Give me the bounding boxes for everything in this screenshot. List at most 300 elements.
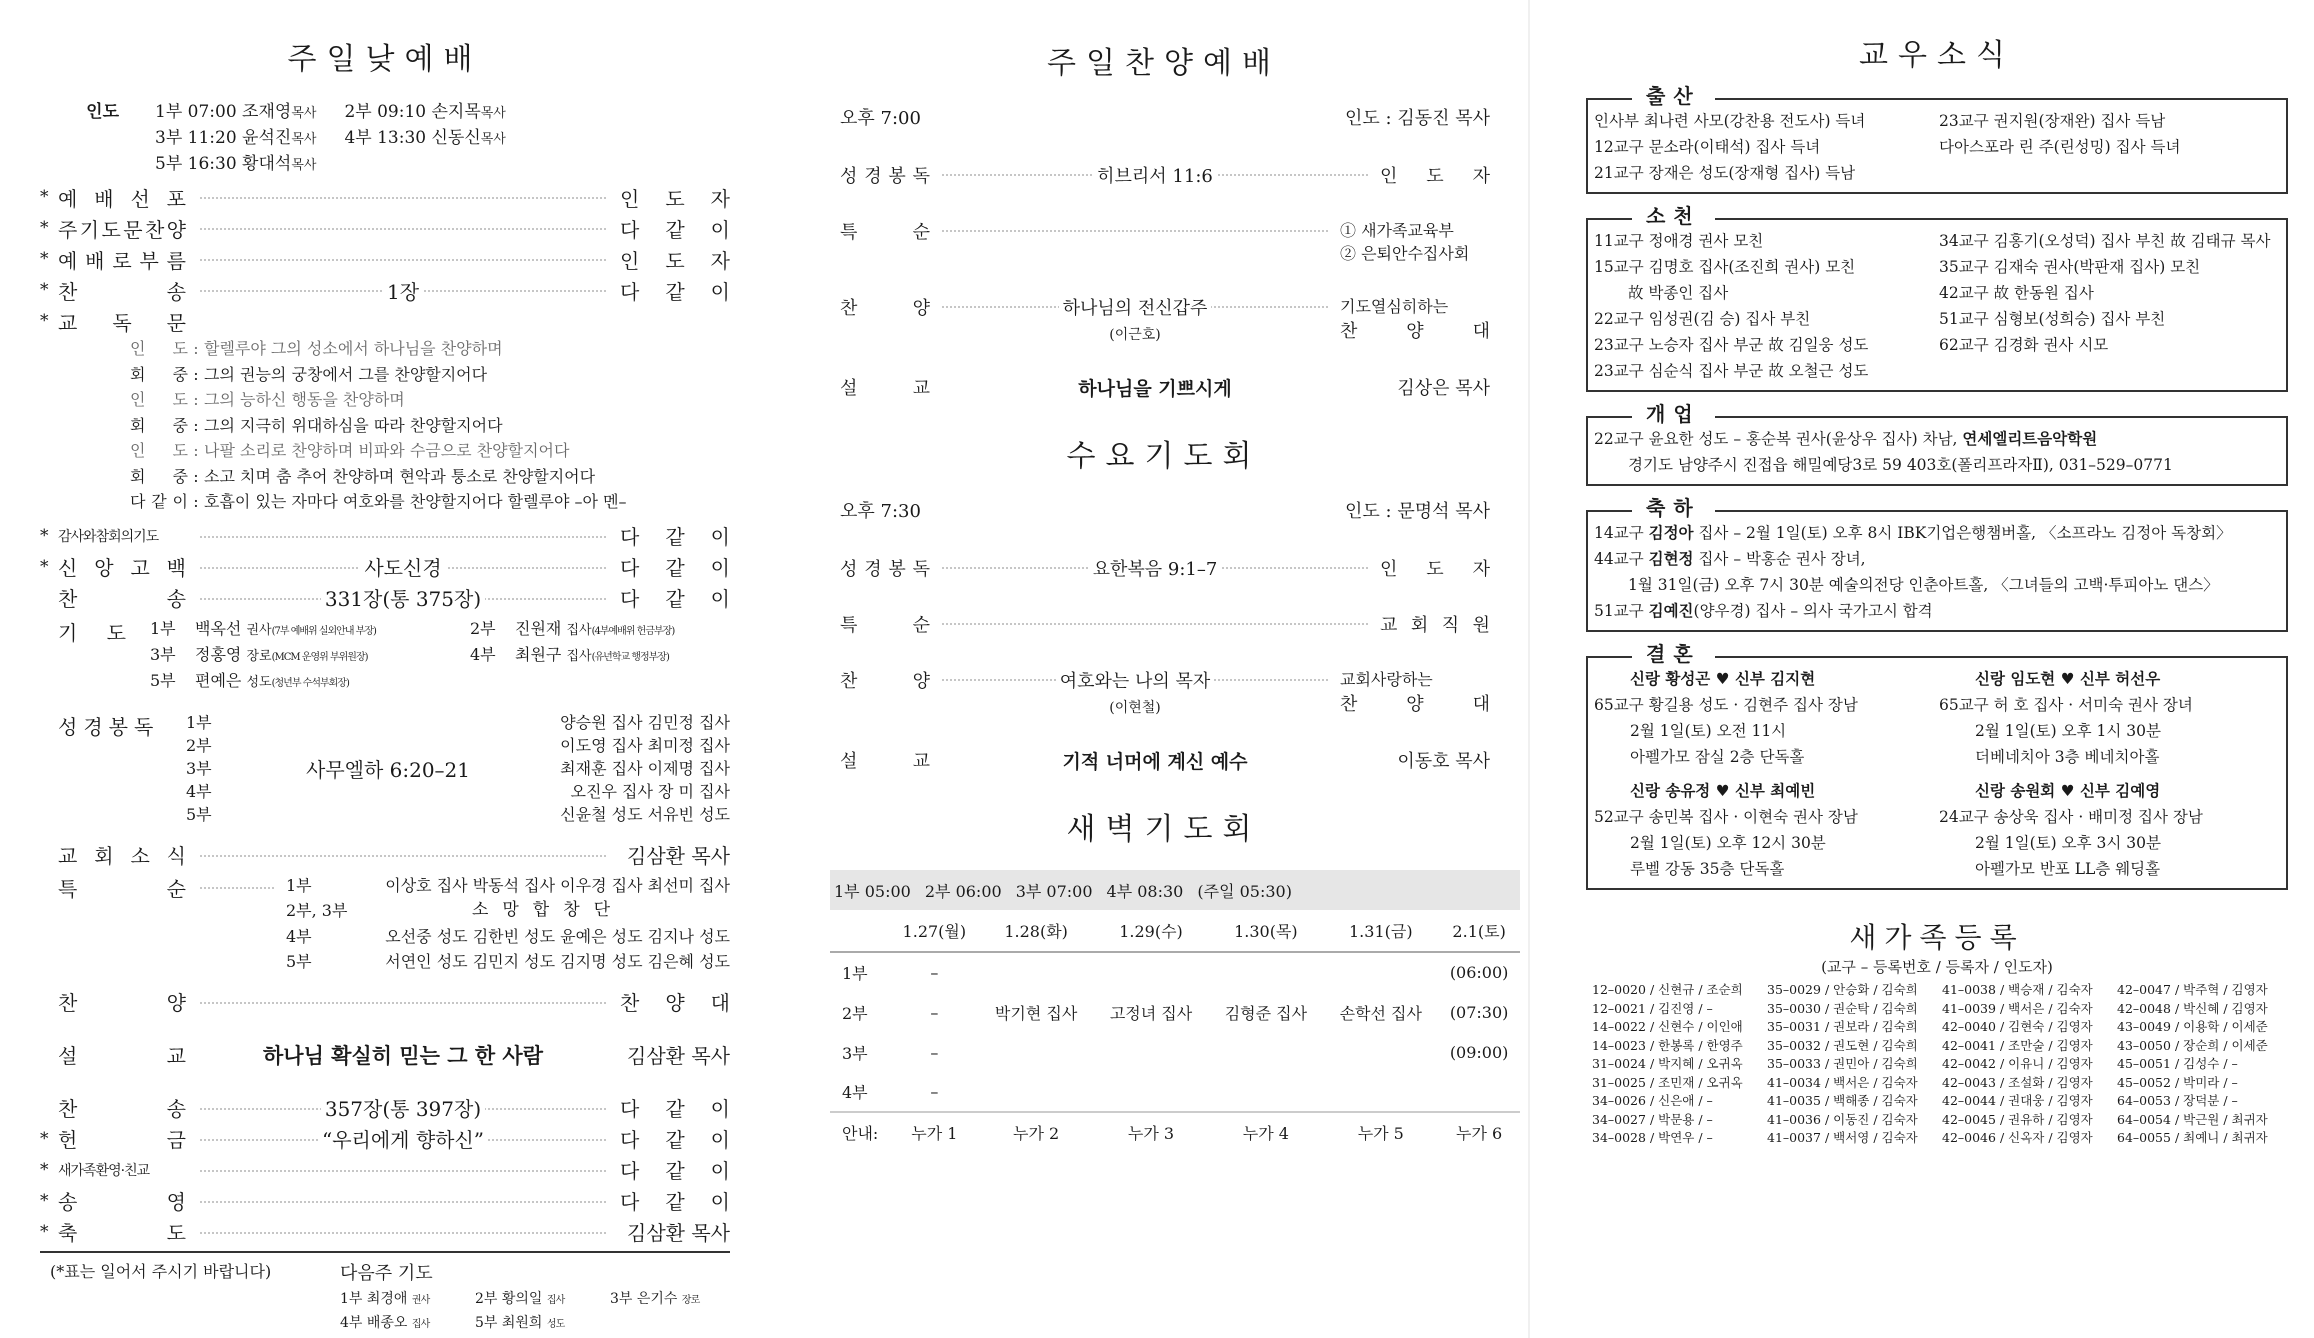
bible-verse: 사무엘하 6:20–21 bbox=[306, 757, 470, 782]
leader-item: 2부 09:10 손지목목사 bbox=[344, 102, 506, 122]
special-music-list bbox=[266, 873, 730, 975]
char: 다 bbox=[620, 1097, 640, 1121]
char: 이 bbox=[710, 1190, 730, 1214]
order-who bbox=[620, 1093, 730, 1122]
order-detail bbox=[186, 213, 620, 243]
prayer-note: (MCM 운영위 부위원장) bbox=[271, 651, 368, 663]
dawn-row bbox=[830, 952, 1520, 992]
char: 인 bbox=[1380, 166, 1398, 187]
char: 문 bbox=[166, 310, 186, 335]
box-title: 출산 bbox=[1632, 83, 1715, 109]
order-detail bbox=[186, 1217, 620, 1247]
char: 다 bbox=[620, 525, 640, 549]
news-line: 다아스포라 린 주(린성밍) 집사 득녀 bbox=[1939, 138, 2181, 156]
row-detail bbox=[930, 374, 1380, 401]
dawn-prayer bbox=[820, 804, 1508, 1152]
order-who: 김삼환 목사 bbox=[627, 844, 730, 868]
prayer-note: (청년부 수석부회장) bbox=[271, 677, 349, 689]
wedding-box bbox=[1586, 642, 2288, 890]
dawn-time: 1부 05:00 bbox=[834, 881, 911, 901]
reading-text: 그의 권능의 궁창에서 그를 찬양할지어다 bbox=[204, 364, 488, 384]
dawn-time: 2부 06:00 bbox=[924, 881, 1002, 901]
char: 찬 bbox=[144, 217, 165, 242]
char: 인 bbox=[620, 248, 640, 273]
wedding-date: 2월 1일(토) 오후 3시 30분 bbox=[1975, 834, 2161, 852]
char: 송 bbox=[166, 587, 186, 611]
row-label bbox=[840, 374, 930, 401]
order-detail-text: 1장 bbox=[383, 276, 423, 305]
char: 양 bbox=[665, 991, 685, 1015]
order-who bbox=[620, 552, 730, 581]
wedding-item bbox=[1939, 778, 2280, 882]
order-detail bbox=[186, 583, 620, 613]
next-week-prayer bbox=[340, 1259, 730, 1336]
reading-line bbox=[130, 489, 730, 515]
dawn-row bbox=[830, 1072, 1520, 1112]
char: 예 bbox=[58, 186, 78, 211]
registration-entry: 35–0031 / 권보라 / 김숙희 bbox=[1767, 1019, 1918, 1034]
who-text bbox=[1380, 555, 1490, 581]
who-line: 교회사랑하는 bbox=[1340, 670, 1433, 689]
dawn-cell bbox=[979, 1032, 1094, 1072]
bible-reading-section bbox=[40, 711, 730, 826]
char: 이 bbox=[710, 1097, 730, 1121]
who-text bbox=[1380, 162, 1490, 188]
dawn-cell: – bbox=[930, 1002, 939, 1022]
news-line: 23교구 권지원(장재완) 집사 득남 bbox=[1939, 112, 2166, 130]
news-line: 35교구 김재숙 권사(박판재 집사) 모친 bbox=[1939, 258, 2201, 276]
birth-list-right bbox=[1939, 108, 2280, 186]
order-who bbox=[620, 245, 730, 274]
prayer-item: 5부 편예은 성도(청년부 수석부회장) bbox=[150, 670, 349, 690]
char: 선 bbox=[130, 186, 150, 211]
leaders-label: 인도 bbox=[86, 102, 119, 122]
dawn-cell: – bbox=[890, 1072, 979, 1112]
char: 다 bbox=[620, 1159, 640, 1183]
member-name: 김정아 bbox=[1648, 523, 1694, 542]
service-row bbox=[820, 374, 1508, 401]
service-row bbox=[820, 667, 1508, 717]
char: 이 bbox=[710, 587, 730, 611]
separator: : bbox=[193, 466, 199, 486]
reading-part: 4부 bbox=[186, 781, 212, 801]
service-row bbox=[820, 611, 1508, 637]
dawn-time: 3부 07:00 bbox=[1015, 881, 1093, 901]
couple: 신랑 황성곤 ♥ 신부 김지현 bbox=[1630, 669, 1816, 688]
char: 예 bbox=[58, 248, 78, 273]
reading-part: 3부 bbox=[186, 758, 212, 778]
char: 성 bbox=[840, 559, 858, 580]
char: 앙 bbox=[94, 556, 114, 580]
news-line: 51교구 김예진(양우경) 집사 – 의사 국가고시 합격 bbox=[1594, 601, 1933, 620]
stand-mark: * bbox=[40, 311, 49, 331]
char: 같 bbox=[665, 587, 685, 611]
church-news-row bbox=[40, 840, 730, 870]
char: 중 bbox=[172, 415, 188, 435]
order-name bbox=[58, 987, 186, 1016]
char: 신 bbox=[58, 556, 78, 580]
wednesday-service bbox=[820, 431, 1508, 774]
row-detail bbox=[930, 747, 1380, 774]
service-row bbox=[820, 555, 1508, 581]
char: 회 bbox=[130, 415, 146, 435]
registration-entry: 14–0023 / 한봉록 / 한영주 bbox=[1592, 1037, 1743, 1053]
next-prayer-item: 3부 은기수 장로 bbox=[610, 1290, 700, 1307]
char: 설 bbox=[840, 751, 858, 772]
leader-dots bbox=[942, 623, 1368, 625]
reading-role bbox=[130, 362, 188, 388]
char: 설 bbox=[840, 378, 858, 399]
char: 백 bbox=[166, 556, 186, 580]
members-news bbox=[1560, 0, 2314, 1338]
row-detail bbox=[930, 162, 1380, 188]
row-detail bbox=[930, 611, 1380, 637]
char: 같 bbox=[665, 217, 685, 242]
row-who bbox=[1380, 747, 1490, 774]
order-who bbox=[620, 214, 730, 243]
registration-entry: 45–0051 / 김성수 / – bbox=[2117, 1056, 2238, 1071]
couple: 신랑 송유정 ♥ 신부 최예빈 bbox=[1630, 781, 1816, 800]
prayer-item: 1부 백옥선 권사(7부 예배위 실외안내 부장) bbox=[150, 618, 376, 638]
char: 찬 bbox=[840, 298, 858, 319]
char: 자 bbox=[710, 248, 730, 273]
char: 기 bbox=[79, 217, 100, 242]
reader-names: 양승원 집사 김민정 집사 bbox=[560, 712, 730, 732]
row-composer: (이근호) bbox=[1109, 327, 1161, 343]
char: 찬 bbox=[620, 991, 640, 1015]
service-row bbox=[820, 294, 1508, 344]
separator: : bbox=[193, 415, 199, 435]
special-row bbox=[286, 898, 730, 924]
who-line: 기도열심히하는 bbox=[1340, 297, 1449, 316]
order-who bbox=[620, 583, 730, 612]
congrats-box bbox=[1586, 496, 2288, 632]
section-title: 새벽기도회 bbox=[1066, 812, 1262, 847]
registration-entry: 42–0041 / 조만술 / 김영자 bbox=[1942, 1037, 2093, 1053]
char: 경 bbox=[864, 559, 882, 580]
condolence-list-left bbox=[1594, 228, 1939, 384]
order-row bbox=[40, 521, 730, 551]
char: 직 bbox=[1441, 615, 1460, 636]
registration-entry: 64–0053 / 장덕분 / – bbox=[2117, 1093, 2238, 1108]
dawn-cell: (09:00) bbox=[1449, 1042, 1509, 1062]
wedding-venue: 아펠가모 잠실 2층 단독홀 bbox=[1630, 748, 1805, 766]
who-text bbox=[1380, 611, 1490, 637]
service-header bbox=[820, 104, 1508, 130]
dawn-part: 3부 bbox=[842, 1043, 868, 1063]
member-name: 김예진 bbox=[1648, 601, 1694, 620]
order-row bbox=[40, 1217, 730, 1247]
order-detail bbox=[186, 840, 620, 870]
guide-cell: 누가 3 bbox=[1127, 1124, 1175, 1143]
char: 원 bbox=[1472, 615, 1490, 636]
dawn-cell: (06:00) bbox=[1449, 963, 1509, 982]
char: 헌 bbox=[58, 1128, 78, 1152]
char: 대 bbox=[1472, 694, 1490, 715]
order-row bbox=[40, 182, 730, 212]
stand-mark: * bbox=[40, 1221, 49, 1242]
char: 찬 bbox=[1340, 321, 1358, 342]
char: 인 bbox=[130, 339, 146, 358]
registration-entry: 42–0048 / 박신혜 / 김영자 bbox=[2117, 1000, 2268, 1016]
next-prayer-item: 4부 배종오 집사 bbox=[340, 1314, 430, 1331]
dawn-times-band bbox=[830, 870, 1520, 910]
char: 이 bbox=[172, 492, 188, 511]
next-prayer-title: 집사 bbox=[546, 1294, 565, 1306]
char: 배 bbox=[85, 248, 105, 273]
guide-cell: 누가 1 bbox=[911, 1124, 958, 1143]
stand-mark: * bbox=[40, 1128, 49, 1149]
order-row bbox=[40, 275, 730, 305]
order-name bbox=[58, 1093, 186, 1122]
char: 독 bbox=[912, 166, 930, 187]
section-title: 수요기도회 bbox=[1066, 439, 1262, 474]
registration-entry: 45–0052 / 박미라 / – bbox=[2117, 1074, 2238, 1090]
leader-item: 3부 11:20 윤석진목사 bbox=[155, 128, 317, 148]
order-detail bbox=[186, 1155, 620, 1185]
wedding-date: 2월 1일(토) 오후 12시 30분 bbox=[1630, 834, 1826, 852]
dawn-cell bbox=[1438, 1072, 1520, 1112]
char: 도 bbox=[106, 620, 126, 645]
order-row bbox=[40, 552, 730, 582]
bible-reading-parts bbox=[186, 711, 306, 826]
order-detail bbox=[186, 182, 620, 212]
prayer-item: 4부 최원구 집사(유년학교 행정부장) bbox=[470, 644, 669, 664]
registration-entry: 41–0037 / 백서영 / 김숙자 bbox=[1767, 1130, 1918, 1145]
char: 찬 bbox=[58, 991, 78, 1015]
char: 찬 bbox=[58, 587, 78, 611]
order-who bbox=[620, 1155, 730, 1184]
order-who bbox=[620, 521, 730, 550]
char: 다 bbox=[130, 492, 146, 511]
family: 65교구 황길용 성도 · 김현주 집사 장남 bbox=[1594, 696, 1858, 714]
order-row bbox=[40, 987, 730, 1017]
registration-entry: 64–0055 / 최예니 / 최귀자 bbox=[2117, 1130, 2268, 1145]
dawn-cell bbox=[1208, 1032, 1323, 1072]
char: 순 bbox=[912, 615, 930, 636]
reading-text: 소고 치며 춤 추어 찬양하며 현악과 퉁소로 찬양할지어다 bbox=[204, 466, 596, 486]
char: 이 bbox=[710, 1128, 730, 1152]
box-title: 개업 bbox=[1632, 401, 1715, 427]
order-who bbox=[620, 987, 730, 1016]
char: 성 bbox=[840, 166, 858, 187]
char: 설 bbox=[58, 1044, 78, 1068]
char: 배 bbox=[94, 186, 114, 211]
prayer-section bbox=[40, 617, 730, 695]
row-title: 하나님을 기쁘시게 bbox=[1074, 374, 1235, 401]
separator: : bbox=[193, 364, 199, 384]
special-part: 2부, 3부 bbox=[286, 901, 348, 920]
service-leader: 인도 : 김동진 목사 bbox=[1345, 108, 1490, 129]
char: 경 bbox=[864, 166, 882, 187]
order-row bbox=[40, 840, 730, 870]
reader-names: 이도영 집사 최미정 집사 bbox=[560, 735, 730, 755]
condolence-box bbox=[1586, 204, 2288, 392]
business-name: 연세엘리트음악학원 bbox=[1962, 429, 2098, 448]
birth-list-left bbox=[1594, 108, 1939, 186]
char: 포 bbox=[166, 186, 186, 211]
registration-entry: 43–0049 / 이용학 / 이세준 bbox=[2117, 1019, 2268, 1034]
stand-mark: * bbox=[40, 525, 49, 546]
char: 교 bbox=[166, 1044, 186, 1068]
special-names: 오선중 성도 김한빈 성도 윤예은 성도 김지나 성도 bbox=[385, 926, 730, 946]
row-title: 히브리서 11:6 bbox=[1093, 162, 1217, 188]
special-names: 소망합창단 bbox=[471, 900, 625, 920]
separator: : bbox=[193, 390, 199, 409]
section-title: 주일찬양예배 bbox=[1047, 46, 1281, 81]
order-name bbox=[58, 276, 186, 305]
sermon-row bbox=[40, 1035, 730, 1075]
order-name bbox=[58, 245, 186, 274]
row-label bbox=[840, 747, 930, 774]
bible-readers bbox=[526, 711, 730, 826]
special-names: 이상호 집사 박동석 집사 이우경 집사 최선미 집사 bbox=[385, 875, 730, 895]
service-time: 오후 7:00 bbox=[840, 108, 921, 129]
order-row bbox=[40, 244, 730, 274]
row-detail bbox=[930, 218, 1340, 264]
dawn-cell bbox=[1323, 952, 1438, 992]
char: 특 bbox=[840, 222, 858, 243]
date-header: 1.31(금) bbox=[1323, 910, 1438, 952]
char: 도 bbox=[101, 217, 121, 242]
who-text: 이동호 목사 bbox=[1397, 751, 1490, 772]
row-title: 요한복음 9:1–7 bbox=[1089, 555, 1222, 581]
birth-box bbox=[1586, 84, 2288, 194]
registration-entry: 41–0039 / 백서은 / 김숙자 bbox=[1942, 1000, 2093, 1016]
responsive-reading bbox=[40, 336, 730, 515]
registration-entry: 41–0034 / 백서은 / 김숙자 bbox=[1767, 1074, 1918, 1090]
char: 이 bbox=[710, 525, 730, 549]
registration-entry: 14–0022 / 신현수 / 이인애 bbox=[1592, 1019, 1743, 1034]
char: 자 bbox=[1472, 166, 1490, 187]
char: 영 bbox=[166, 1190, 186, 1214]
char: 다 bbox=[620, 217, 640, 242]
char: 다 bbox=[620, 1190, 640, 1214]
section-title: 주일낮예배 bbox=[287, 42, 483, 77]
registration-entry: 42–0046 / 신옥자 / 김영자 bbox=[1942, 1130, 2093, 1145]
order-who bbox=[620, 1124, 730, 1153]
stand-mark: * bbox=[40, 249, 49, 269]
row-title: 기적 너머에 계신 예수 bbox=[1058, 747, 1251, 774]
char: 찬 bbox=[58, 279, 78, 304]
dawn-cell bbox=[1094, 1072, 1209, 1112]
registration-entry: 31–0025 / 조민재 / 오귀옥 bbox=[1592, 1074, 1743, 1090]
guide-row bbox=[830, 1112, 1520, 1152]
stand-mark: * bbox=[40, 556, 49, 577]
char: 같 bbox=[665, 1159, 685, 1183]
footer bbox=[40, 1259, 730, 1336]
special-part: 4부 bbox=[286, 926, 312, 946]
reading-line bbox=[130, 413, 730, 439]
dawn-cell: 박기현 집사 bbox=[994, 1003, 1078, 1023]
order-of-worship-end bbox=[40, 1093, 730, 1247]
registration-entry: 35–0030 / 권순탁 / 김숙희 bbox=[1767, 1000, 1918, 1016]
service-leader: 인도 : 문명석 목사 bbox=[1345, 501, 1490, 522]
who-text: 김상은 목사 bbox=[1397, 378, 1490, 399]
next-prayer-title: 장로 bbox=[681, 1294, 700, 1306]
char: 대 bbox=[710, 991, 730, 1015]
order-name: 감사와참회의기도 bbox=[58, 528, 159, 545]
char: 로 bbox=[112, 248, 132, 273]
row-who bbox=[1380, 162, 1490, 188]
news-line: 34교구 김홍기(오성덕) 집사 부친 故 김태규 목사 bbox=[1939, 232, 2271, 250]
row-title: 여호와는 나의 목자 bbox=[1056, 667, 1215, 693]
service-row bbox=[820, 218, 1508, 264]
opening-line: 22교구 윤요한 성도 – 홍순복 권사(윤상우 집사) 차남, 연세엘리트음악학원 bbox=[1594, 429, 2098, 448]
char: 같 bbox=[665, 279, 685, 304]
stand-mark: * bbox=[40, 1159, 49, 1180]
registration-entry: 35–0033 / 권민아 / 김숙희 bbox=[1767, 1056, 1918, 1071]
news-line: 23교구 심순식 집사 부군 故 오철근 성도 bbox=[1594, 362, 1869, 380]
registration-entry: 35–0029 / 안승화 / 김숙희 bbox=[1767, 982, 1918, 997]
char: 금 bbox=[166, 1128, 186, 1152]
dawn-cell: 김형준 집사 bbox=[1224, 1003, 1308, 1023]
order-row bbox=[40, 583, 730, 613]
reading-text: 그의 지극히 위대하심을 따라 찬양할지어다 bbox=[204, 415, 503, 435]
order-name bbox=[58, 307, 186, 336]
char: 다 bbox=[620, 279, 640, 304]
order-detail-text: 사도신경 bbox=[360, 552, 445, 581]
char: 부 bbox=[139, 248, 159, 273]
order-who: 김삼환 목사 bbox=[627, 1221, 730, 1245]
reading-text: 그의 능하신 행동을 찬양하며 bbox=[204, 390, 405, 409]
row-title: 하나님의 전신갑주 bbox=[1059, 294, 1212, 320]
registration-entry: 42–0045 / 권유하 / 김영자 bbox=[1942, 1111, 2093, 1127]
char: 교 bbox=[58, 310, 78, 335]
service-leaders bbox=[40, 100, 730, 178]
order-who bbox=[620, 183, 730, 212]
sermon-preacher: 김삼환 목사 bbox=[627, 1044, 730, 1068]
next-prayer-title: 권사 bbox=[411, 1294, 430, 1306]
prayer-part: 1부 bbox=[150, 618, 176, 638]
praise-order bbox=[820, 162, 1508, 401]
char: 독 bbox=[112, 310, 132, 335]
leader-item: 4부 13:30 신동신목사 bbox=[344, 128, 506, 148]
dawn-cell: 고정녀 집사 bbox=[1109, 1003, 1193, 1023]
wedding-item bbox=[1594, 666, 1939, 770]
corner-cell bbox=[830, 910, 890, 952]
stand-mark: * bbox=[40, 1190, 49, 1211]
family: 52교구 송민복 집사 · 이현숙 권사 장남 bbox=[1594, 808, 1858, 826]
char: 중 bbox=[172, 466, 188, 486]
char: 도 bbox=[172, 339, 188, 358]
order-detail bbox=[186, 275, 620, 305]
news-line: 21교구 장재은 성도(장재형 집사) 득남 bbox=[1594, 164, 1856, 182]
char: 양 bbox=[1406, 694, 1424, 715]
order-row bbox=[40, 1093, 730, 1123]
news-line: 1월 31일(금) 오후 7시 30분 예술의전당 인춘아트홀, 〈그녀들의 고백·투피아노 댄스〉 bbox=[1628, 576, 2219, 594]
opening-box bbox=[1586, 402, 2288, 486]
registration-entry: 41–0035 / 백해종 / 김숙자 bbox=[1767, 1093, 1918, 1108]
news-line: 44교구 김현정 집사 – 박홍순 권사 장녀, bbox=[1594, 549, 1866, 568]
reader-names: 신윤철 성도 서유빈 성도 bbox=[560, 804, 730, 824]
prayer-title: 집사 bbox=[566, 622, 592, 638]
reading-line bbox=[130, 387, 730, 413]
news-line: 62교구 김경화 권사 시모 bbox=[1939, 336, 2109, 354]
char: 교 bbox=[912, 378, 930, 399]
registration-entry: 31–0024 / 박지혜 / 오귀옥 bbox=[1592, 1056, 1743, 1071]
char: 고 bbox=[130, 556, 150, 580]
date-header: 1.28(화) bbox=[979, 910, 1094, 952]
order-name bbox=[58, 214, 186, 243]
char: 축 bbox=[58, 1221, 78, 1245]
special-row bbox=[286, 949, 730, 975]
news-line: 인사부 최나련 사모(강찬용 전도사) 득녀 bbox=[1594, 112, 1866, 130]
order-name bbox=[58, 183, 186, 212]
date-header: 1.30(목) bbox=[1208, 910, 1323, 952]
char: 양 bbox=[166, 991, 186, 1015]
dawn-row bbox=[830, 1032, 1520, 1072]
